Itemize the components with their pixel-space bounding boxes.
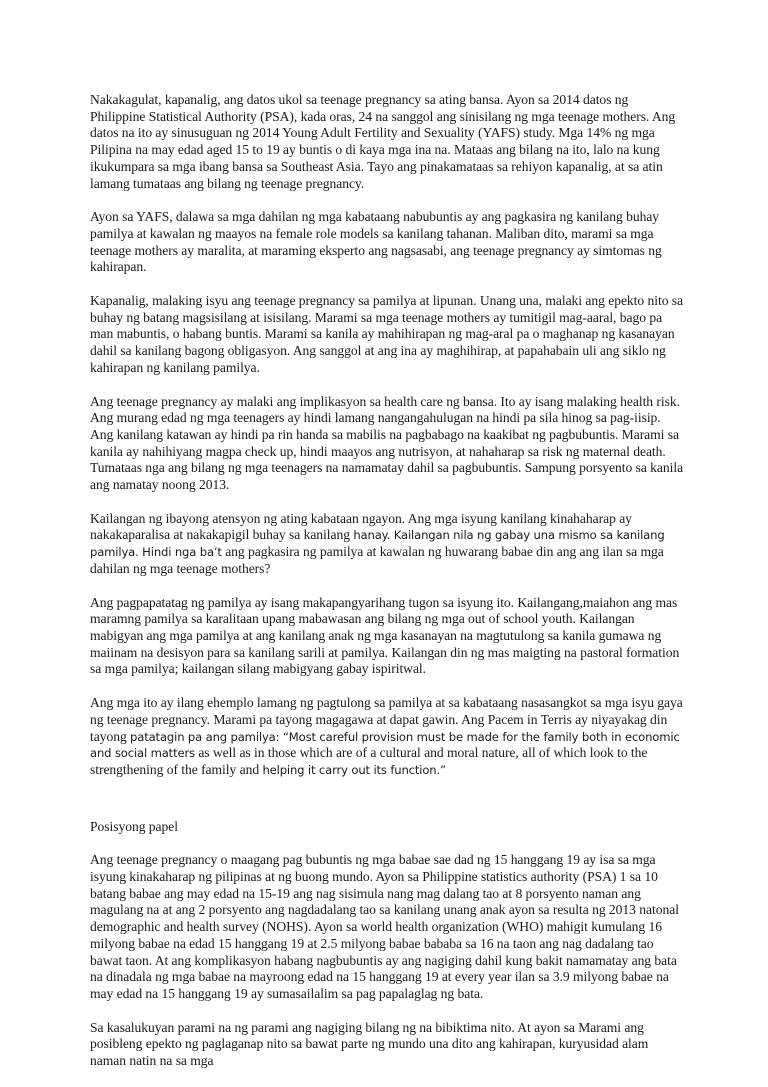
paragraph-text: Kailangan ng ibayong atensyon ng ating kabataan ngayon. Ang mga isyung kanilang kinahaharap ay nakakaparalisa at nakakapigil buhay sa kanilang — [90, 510, 632, 543]
paragraph-youth-attention — [90, 511, 685, 578]
paragraph-pacem-in-terris — [90, 695, 685, 779]
paragraph-family-society — [90, 293, 685, 377]
paragraph-text: Ang mga ito ay ilang ehemplo lamang ng pagtulong sa pamilya at sa kabataang nasasangkot sa mga isyu gaya ng teenage pregnancy. Marami pa tayong magagawa at dapat gawin. Ang Pacem in Terris ay niyayakag din tayong — [90, 695, 683, 744]
paragraph-position-paper — [90, 852, 685, 1002]
paragraph-intro — [90, 92, 685, 192]
paragraph-text: Ang teenage pregnancy o maagang pag bubuntis ng mga babae sae dad ng 15 hanggang 19 ay isa sa mga isyung kinakaharap ng pilipinas at ng buong mundo. Ayon sa Philippine statistics authority (PSA) 1 sa 10 batang babae ang may edad na 15-19 ang nag sisimula nang mag dalang tao at 8 porsyento naman ang magulang na at ang 2 porsyento ang nagdadalang tao sa kanilang unang anak ayon sa resulta ng 2013 natonal demographic and health survey (NOHS). Ayon sa world health organization (WHO) mahigit kumulang 16 milyong babae na edad 15 hanggang 19 at 2.5 milyong babae bababa sa 16 na taon ang nag dadalang tao bawat taon. At ang komplikasyon habang nagbubuntis ay ang nagiging dahil kung bakit namamatay ang bata na dinadala ng mga babae na mayroong edad na 15 hanggang 19 at every year ilan sa 3.9 milyong babae na may edad na 15 hanggang 19 ay sumasailalim sa pag papalaglag ng bata. — [90, 852, 679, 1001]
section-heading: Posisyong papel — [90, 818, 178, 834]
paragraph-text: ang pagkasira ng pamilya at kawalan ng huwarang babae din ang ang ilan sa mga dahilan ng mga teenage mothers? — [90, 544, 664, 576]
paragraph-current-situation — [90, 1020, 685, 1070]
paragraph-text: Ang pagpapatatag ng pamilya ay isang makapangyarihang tugon sa isyung ito. Kailangang,maiahon ang mas maramng pamilya sa karalitaan upang mabawasan ang bilang ng mga out of school youth. Kailangan mabigyan ang mga pamilya at ang kanilang anak ng mga kasanayan na magtutulong sa kanila gumawa ng maiinam na desisyon para sa kanilang sarili at pamilya. Kailangan din ng mas maigting na pastoral formation sa mga pamilya; kailangan silang mabigyang gabay ispiritwal. — [90, 594, 680, 677]
paragraph-family-strengthening — [90, 595, 685, 679]
document-body — [90, 92, 685, 1087]
paragraph-text-handwritten-style: patatagin pa ang pamilya: “Most careful provision must be made for the family both in economic and social matters — [90, 729, 680, 761]
paragraph-text-handwritten-style: helping it carry out its function.” — [262, 762, 446, 777]
paragraph-yafs — [90, 209, 685, 276]
paragraph-text: Ang teenage pregnancy ay malaki ang implikasyon sa health care ng bansa. Ito ay isang malaking health risk. Ang murang edad ng mga teenagers ay hindi lamang nangangahulugan na hindi pa sila hinog sa pag-iisip. Ang kanilang katawan ay hindi pa rin handa sa mabilis na pagbabago na kaakibat ng pagbubuntis. Marami sa kanila ay nahihiyang magpa check up, hindi maayos ang nutrisyon, at nahaharap sa risk ng maternal death. Tumataas nga ang bilang ng mga teenagers na namamatay dahil sa pagbubuntis. Sampung porsyento sa kanila ang namatay noong 2013. — [90, 393, 684, 493]
paragraph-text: Sa kasalukuyan parami na ng parami ang nagiging bilang ng na bibiktima nito. At ayon sa Marami ang posibleng epekto ng paglaganap nito sa bawat parte ng mundo una dito ang kahirapan, kuryusidad alam naman natin na sa mga — [90, 1019, 649, 1069]
paragraph-text: Ayon sa YAFS, dalawa sa mga dahilan ng mga kabataang nabubuntis ay ang pagkasira ng kanilang buhay pamilya at kawalan ng maayos na female role models sa kanilang tahanan. Maliban dito, marami sa mga teenage mothers ay maralita, at maraming eksperto ang nagsasabi, ang teenage pregnancy ay simtomas ng kahirapan. — [90, 209, 662, 275]
paragraph-text: Nakakagulat, kapanalig, ang datos ukol sa teenage pregnancy sa ating bansa. Ayon sa 2014 datos ng Philippine Statistical Authority (PSA), kada oras, 24 na sanggol ang sinisilang ng mga teenage mothers. Ang datos na ito ay sinusuguan ng 2014 Young Adult Fertility and Sexuality (YAFS) study. Mga 14% ng mga Pilipina na may edad aged 15 to 19 ay buntis o di kaya mga ina na. Mataas ang bilang na ito, lalo na kung ikukumpara sa mga ibang bansa sa Southeast Asia. Tayo ang pinakamataas sa rehiyon kapanalig, at sa atin lamang tumataas ang bilang ng teenage pregnancy. — [90, 92, 676, 191]
paragraph-text: Kapanalig, malaking isyu ang teenage pregnancy sa pamilya at lipunan. Unang una, malaki ang epekto nito sa buhay ng batang magsisilang at isisilang. Marami sa mga teenage mothers ay tumitigil mag-aaral, bago pa man mabuntis, o habang buntis. Marami sa kanila ay mahihirapan ng mag-aral pa o maghanap ng kasanayan dahil sa kanilang bagong obligasyon. Ang sanggol at ang ina ay maghihirap, at papahabain uli ang siklo ng kahirapan ng kanilang pamilya. — [90, 293, 684, 375]
paragraph-health-care — [90, 394, 685, 494]
paragraph-text-handwritten-style: hanay. Kailangan nila ng gabay una mismo sa kanilang pamilya. Hindi nga ba’t — [90, 528, 665, 560]
paragraph-text: as well as in those which are of a cultural and moral nature, all of which look to the strengthening of the family and — [90, 745, 648, 777]
